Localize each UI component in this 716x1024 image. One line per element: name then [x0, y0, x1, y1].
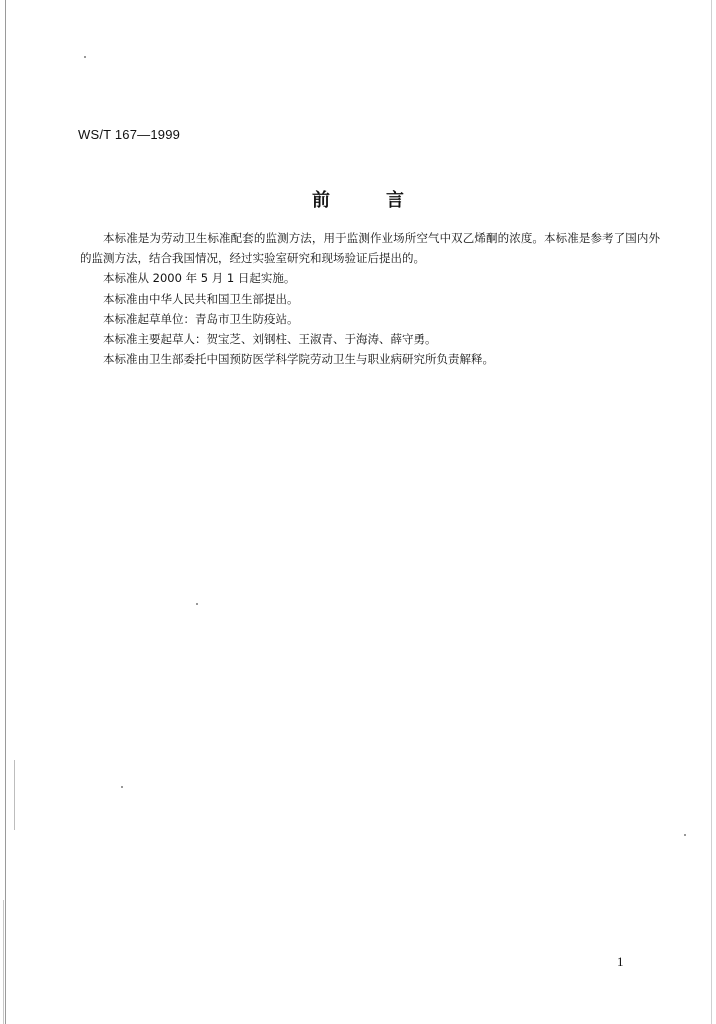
- paragraph: 本标准是为劳动卫生标准配套的监测方法，用于监测作业场所空气中双乙烯酮的浓度。本标准是参考了国内外的监测方法，结合我国情况，经过实验室研究和现场验证后提出的。: [80, 231, 660, 266]
- paragraph: 本标准起草单位：青岛市卫生防疫站。: [103, 311, 299, 326]
- document-code: WS/T 167—1999: [78, 127, 181, 142]
- paragraph: 本标准由卫生部委托中国预防医学科学院劳动卫生与职业病研究所负责解释。: [103, 352, 494, 367]
- scan-speck: [684, 834, 686, 836]
- paragraph: 本标准主要起草人：贺宝芝、刘钢柱、王淑青、于海涛、薛守勇。: [103, 332, 437, 347]
- paragraph: 本标准从 2000 年 5 月 1 日起实施。: [103, 271, 296, 286]
- foreword-body: [80, 228, 660, 369]
- scan-edge-line: [711, 0, 712, 1024]
- scan-edge-mark: [3, 900, 4, 1024]
- page-number: 1: [617, 954, 624, 969]
- scan-speck: [196, 603, 198, 605]
- scan-speck: [121, 786, 123, 788]
- scan-edge-line: [5, 0, 6, 1024]
- scan-edge-mark: [14, 760, 15, 830]
- scan-speck: [84, 56, 86, 58]
- page-title: 前言: [312, 190, 460, 211]
- paragraph: 本标准由中华人民共和国卫生部提出。: [103, 291, 299, 306]
